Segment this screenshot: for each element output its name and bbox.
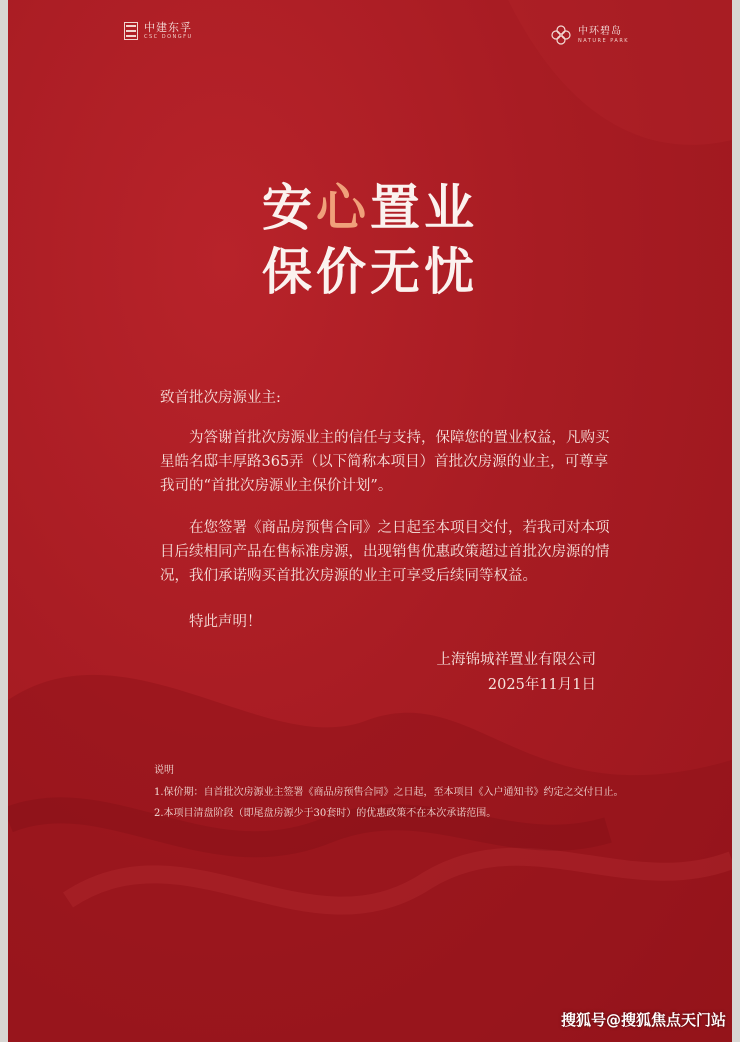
headline-line1-part-a: 安 bbox=[262, 179, 316, 237]
signer-date: 2025年11月1日 bbox=[487, 677, 596, 693]
watermark: 搜狐号@搜狐焦点天门站 bbox=[560, 1011, 726, 1029]
developer-logo-en: CSC DONGFU bbox=[144, 34, 193, 40]
headline-line2: 保价无忧 bbox=[262, 243, 478, 301]
project-logo-cn: 中环碧岛 bbox=[578, 26, 622, 37]
developer-logo-cn: 中建东孚 bbox=[144, 21, 192, 34]
notes-title: 说明 bbox=[154, 765, 174, 776]
note-item-1: 1.保价期：自首批次房源业主签署《商品房预售合同》之日起，至本项目《入户通知书》约定之交付日止。 bbox=[154, 787, 624, 798]
flower-icon bbox=[550, 24, 572, 46]
headline-line1-part-b: 置业 bbox=[370, 179, 478, 237]
note-item-2: 2.本项目清盘阶段（即尾盘房源少于30套时）的优惠政策不在本次承诺范围。 bbox=[154, 808, 497, 819]
signer-company: 上海锦城祥置业有限公司 bbox=[436, 652, 596, 668]
project-logo bbox=[550, 24, 629, 46]
letter-paragraph-3: 特此声明！ bbox=[189, 614, 262, 630]
salutation: 致首批次房源业主: bbox=[160, 390, 281, 406]
letter-paragraph-2: 在您签署《商品房预售合同》之日起至本项目交付，若我司对本项目后续相同产品在售标准房源，出现销售优惠政策超过首批次房源的情况，我们承诺购买首批次房源的业主可享受后续同等权益。 bbox=[160, 520, 610, 584]
headline-accent-char: 心 bbox=[316, 179, 370, 237]
poster bbox=[8, 0, 732, 1042]
project-logo-en: NATURE PARK bbox=[578, 38, 630, 44]
headline-line1 bbox=[8, 168, 732, 240]
notes-body bbox=[154, 782, 624, 824]
building-icon bbox=[124, 22, 138, 40]
letter-paragraph-1: 为答谢首批次房源业主的信任与支持，保障您的置业权益，凡购买星皓名邸丰厚路365弄（以下简称本项目）首批次房源的业主，可尊享我司的“首批次房源业主保价计划”。 bbox=[160, 430, 610, 494]
developer-logo bbox=[124, 22, 193, 40]
